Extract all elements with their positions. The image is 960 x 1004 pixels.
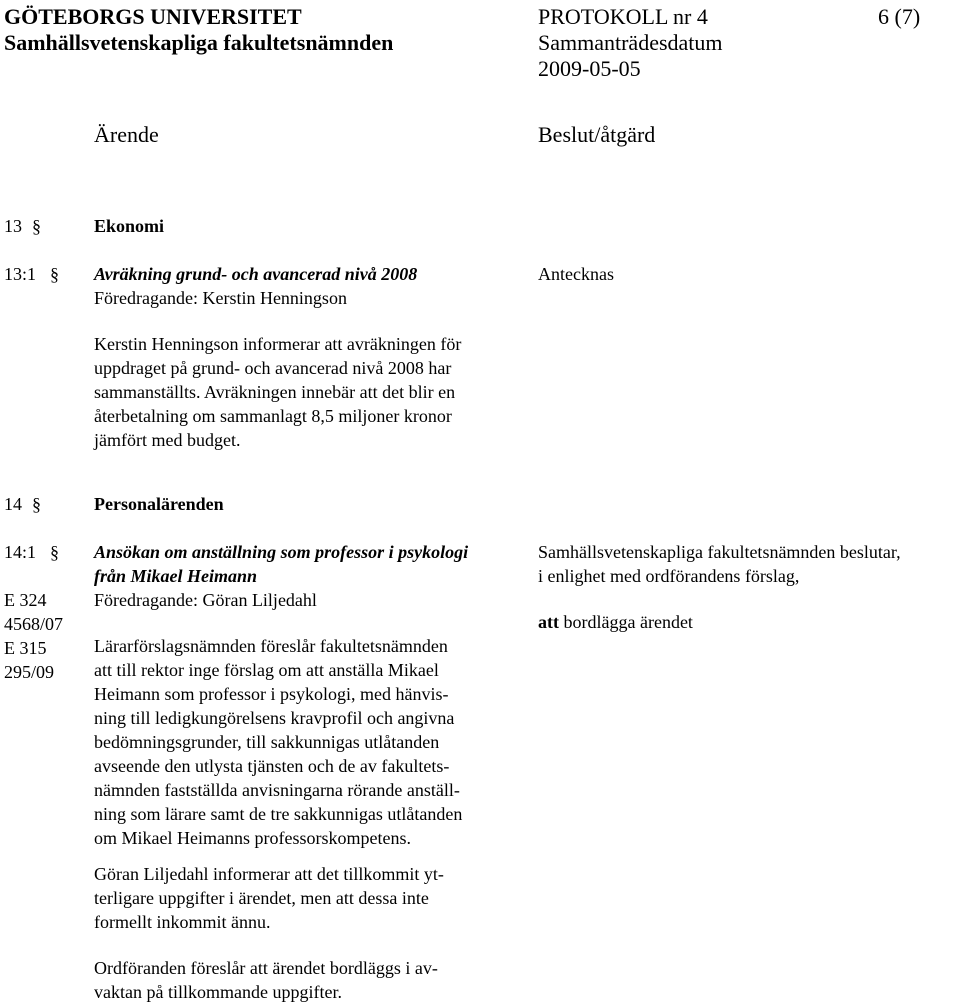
reference-number: E 315 [4,638,47,658]
resolution-att-keyword: att [538,612,559,632]
column-header-matter: Ärende [94,122,159,147]
item-14-number: 14 [4,494,22,514]
item-14-1-decision-line2: i enlighet med ordförandens förslag, [538,566,800,586]
item-14-1-body-paragraph: Lärarförslagsnämnden föreslår fakultetsnämnden att till rektor inge förslag om att anställa Mikael Heimann som professor i psykologi, med hänvis- ning till ledigkungörelsens kravprofil och angivna bedömningsgrunder, till sakkunnigas utlåtanden avseende den utlysta tjänsten och de av fakultets- nämnden fastställda anvisningarna rörande anställ- ning som lärare samt de tre sakkunnigas utlåtanden om Mikael Heimanns professorskompetens. [94,636,463,848]
section-sign: § [32,216,41,236]
item-14-1-body-paragraph: Göran Liljedahl informerar att det tillkommit yt- terligare uppgifter i ärendet, men att dessa inte formellt inkommit ännu. [94,864,444,932]
item-14-1-number: 14:1 [4,542,37,562]
item-13-1-decision: Antecknas [538,264,614,284]
section-sign: § [50,542,59,562]
reference-number: 295/09 [4,662,55,682]
page-number: 6 (7) [878,4,921,29]
item-13-heading: Ekonomi [94,216,165,236]
protocol-number: PROTOKOLL nr 4 [538,4,708,29]
resolution-text: bordlägga ärendet [559,612,693,632]
item-14-heading: Personalärenden [94,494,224,514]
item-14-1-decision-resolution [538,610,693,634]
faculty-board-name: Samhällsvetenskapliga fakultetsnämnden [4,30,394,55]
item-14-1-body-paragraph: Ordföranden föreslår att ärendet bordläggs i av- vaktan på tillkommande uppgifter. [94,958,438,1002]
item-14-1-title-line1: Ansökan om anställning som professor i psykologi [94,542,469,562]
column-header-decision: Beslut/åtgärd [538,122,656,147]
item-14-1-title-line2: från Mikael Heimann [94,566,258,586]
section-sign: § [32,494,41,514]
meeting-date-label: Sammanträdesdatum [538,30,723,55]
item-13-1-title: Avräkning grund- och avancerad nivå 2008 [94,264,418,284]
university-name: GÖTEBORGS UNIVERSITET [4,4,302,29]
section-sign: § [50,264,59,284]
item-13-1-presenter: Föredragande: Kerstin Henningson [94,288,347,308]
item-13-1-body: Kerstin Henningson informerar att avräkningen för uppdraget på grund- och avancerad nivå 2008 har sammanställts. Avräkningen innebär att det blir en återbetalning om sammanlagt 8,5 miljoner kronor jämfört med budget. [94,334,462,450]
item-14-1-decision-line1: Samhällsvetenskapliga fakultetsnämnden beslutar, [538,542,901,562]
meeting-date: 2009-05-05 [538,56,641,81]
reference-number: 4568/07 [4,614,64,634]
item-13-number: 13 [4,216,22,236]
item-13-1-number: 13:1 [4,264,37,284]
item-14-1-presenter: Föredragande: Göran Liljedahl [94,590,317,610]
reference-number: E 324 [4,590,47,610]
